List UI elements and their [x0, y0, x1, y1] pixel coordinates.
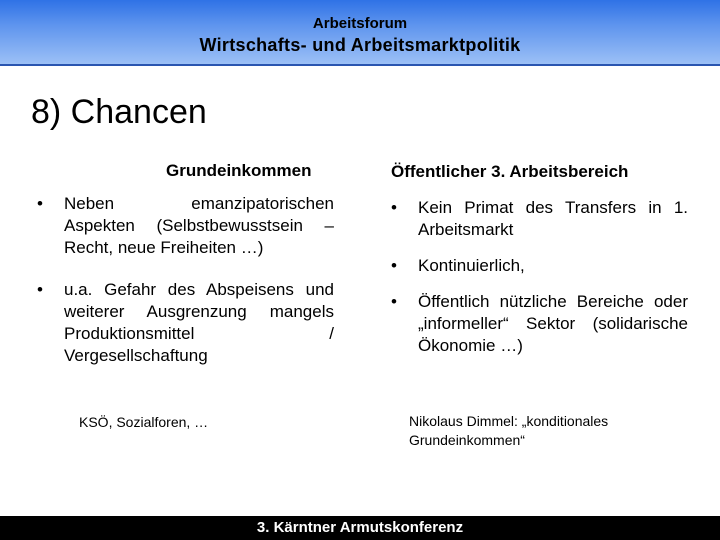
list-item-text: Kein Primat des Transfers in 1. Arbeitsmarkt — [418, 198, 688, 239]
list-item — [391, 291, 688, 357]
list-item — [37, 279, 334, 367]
header-kicker: Arbeitsforum — [312, 15, 408, 32]
header-title: Wirtschafts- und Arbeitsmarktpolitik — [199, 35, 521, 55]
list-item-text: u.a. Gefahr des Abspeisens und weiterer Ausgrenzung mangels Produktionsmittel / Vergesellschaftung — [64, 280, 334, 365]
list-item-text: Öffentlich nützliche Bereiche oder „informeller“ Sektor (solidarische Ökonomie …) — [418, 292, 688, 355]
footer-band: 3. Kärntner Armutskonferenz — [0, 516, 720, 540]
list-item — [37, 193, 334, 259]
bullet-icon: • — [391, 256, 397, 275]
right-column-heading: Öffentlicher 3. Arbeitsbereich — [391, 162, 629, 181]
header-band — [0, 0, 720, 66]
bullet-icon: • — [37, 194, 43, 213]
bullet-icon: • — [391, 292, 397, 311]
list-item — [391, 197, 688, 241]
list-item — [391, 255, 688, 277]
list-item-text: Neben emanzipatorischen Aspekten (Selbstbewusstsein – Recht, neue Freiheiten …) — [64, 194, 334, 257]
left-column-heading: Grundeinkommen — [166, 161, 312, 180]
left-footnote: KSÖ, Sozialforen, … — [79, 414, 209, 430]
left-bullet-list — [37, 193, 334, 367]
right-footnote: Nikolaus Dimmel: „konditionales Grundeinkommen“ — [409, 413, 609, 448]
bullet-icon: • — [391, 198, 397, 217]
bullet-icon: • — [37, 280, 43, 299]
right-bullet-list — [391, 197, 688, 357]
list-item-text: Kontinuierlich, — [418, 256, 525, 275]
slide-title: 8) Chancen — [31, 93, 207, 131]
